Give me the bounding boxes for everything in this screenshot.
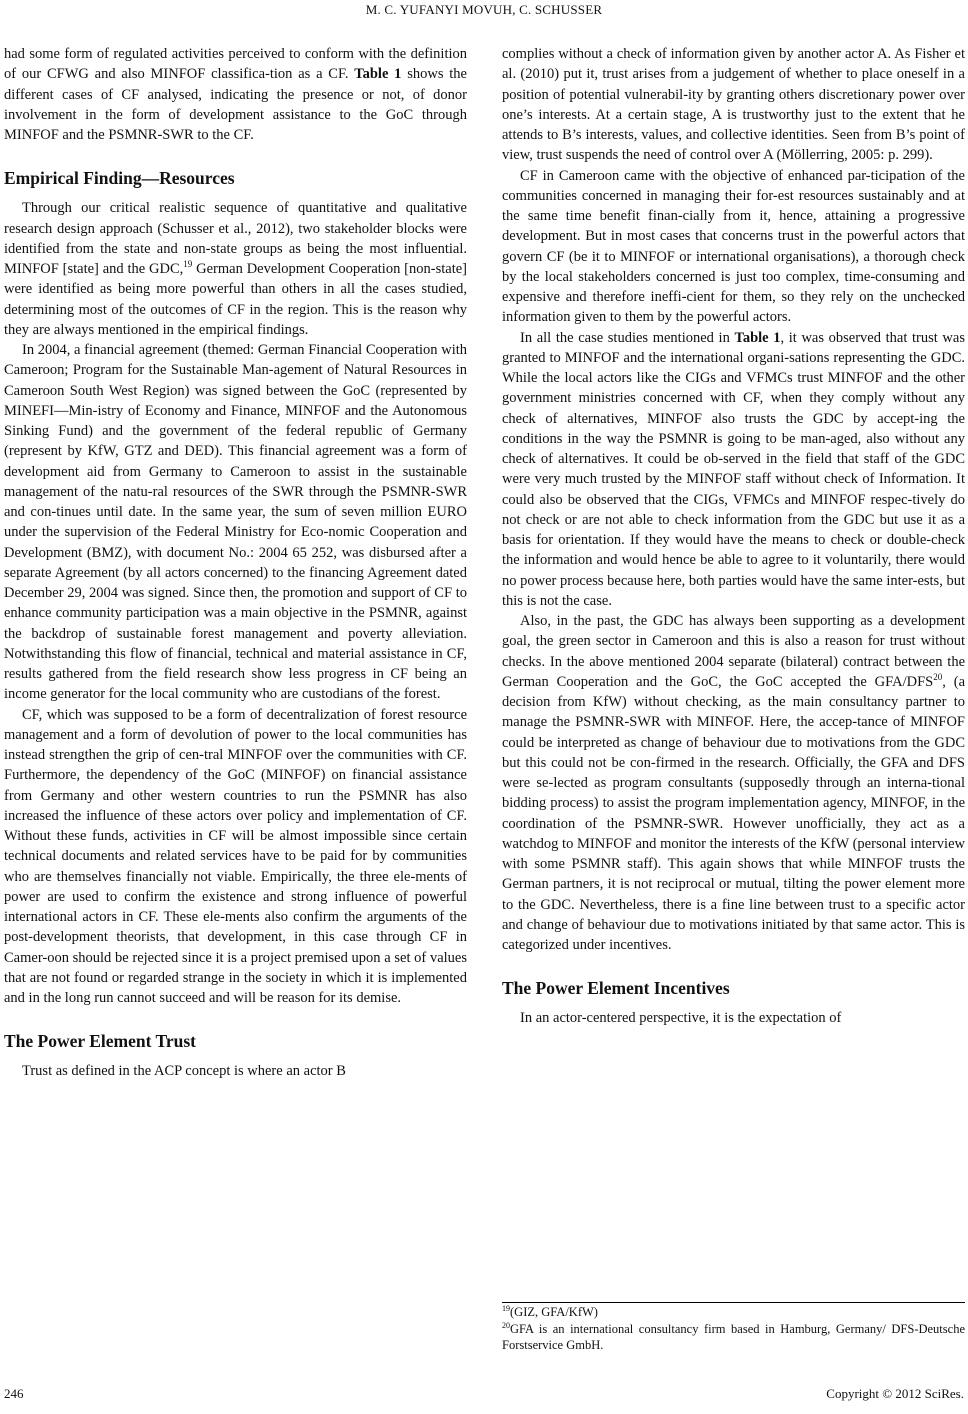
- paragraph: complies without a check of information given by another actor A. As Fisher et al. (2010) put it, trust arises from a judgement of whether to place oneself in a position of potential vulnerabil-ity by granting others discretionary power over one’s interests. At a certain stage, A is trustworthy just to the extent that he attends to B’s interests, values, and collective identities. Seen from B’s point of view, trust suspends the need of control over A (Möllerring, 2005: p. 299).: [502, 46, 965, 164]
- section-heading-incentives: The Power Element Incentives: [502, 978, 730, 999]
- paragraph: CF, which was supposed to be a form of decentralization of forest resource management and a form of devolution of power to the local communities has instead strengthen the grip of cen-tral MINFOF over the communities with CF. Furthermore, the dependency of the GoC (MINFOF) on financial assistance from Germany and other western countries to run the PSMNR has also increased the influence of these actors over policy and implementation of CF. Without these funds, activities in CF will be almost impossible since certain technical documents and related services have to be paid for by communities who are themselves financially not viable. Empirically, the three ele-ments of power are used to confirm the existence and strong influence of powerful international actors in CF. These ele-ments also confirm the arguments of the post-development theorists, that development, in this case through CF in Camer-oon should be rejected since it is a project premised upon a set of values that are not found or regarded strange in the society in which it is implemented and in the long run cannot succeed and will be reason for its demise.: [4, 706, 467, 1006]
- section-heading-resources: Empirical Finding—Resources: [4, 168, 235, 189]
- running-head: M. C. YUFANYI MOVUH, C. SCHUSSER: [365, 2, 603, 17]
- left-column: [4, 44, 467, 1082]
- paragraph: CF in Cameroon came with the objective of enhanced par-ticipation of the communities concerned in managing their for-est resources sustainably and at the same time benefit finan-cially from it, hence, attaining a progressive development. But in most cases that concerns trust in the powerful actors that govern CF (be it to MINFOF or international organisations), a thorough check by the local stakeholders concerned is just too complex, time-consuming and expensive and therefore ineffi-cient for them, so they rely on the unchecked information given to them by the powerful actors.: [502, 167, 965, 326]
- paragraph: In all the case studies mentioned in Table 1, it was observed that trust was granted to MINFOF and the international organi-sations representing the GDC. While the local actors like the CIGs and VFMCs trust MINFOF and the other government ministries concerned with CF, when they comply without any check of alternatives, MINFOF also trusts the GDC by accept-ing the conditions in the way the PSMNR is going to be man-aged, also without any check of alternatives. It could be ob-served in the field that staff of the GDC were very much trusted by the MINFOF staff without check of Information. It could also be observed that the CIGs, VFMCs and MINFOF respec-tively do not check or are not able to check information from the GDC but use it as a basis for orientation. If they would have the means to check or double-check the information and would hence be able to agree to it voluntarily, there would no power process because here, both parties would have the same inter-ests, but this is not the case.: [502, 329, 965, 609]
- paragraph: Trust as defined in the ACP concept is where an actor B: [22, 1063, 346, 1080]
- table-reference: Table 1: [354, 66, 402, 83]
- footnote-marker: 19: [183, 259, 193, 269]
- paragraph: Through our critical realistic sequence of quantitative and qualitative research design approach (Schusser et al., 2012), two stakeholder blocks were identified from the state and non-state groups as being the most influential. MINFOF [state] and the GDC,$^{19}$ German Development Cooperation [non-state] were identified as being more powerful than others in all the cases studied, determining most of the outcomes of CF in the region. This is the reason why they are always mentioned in the empirical findings.: [4, 200, 467, 338]
- footnote-marker: 20: [933, 671, 943, 682]
- footnote-19: $^{19}$(GIZ, GFA/KfW): [502, 1304, 598, 1319]
- copyright-notice: Copyright © 2012 SciRes.: [826, 1386, 964, 1401]
- footnote-20: $^{20}$GFA is an international consultancy firm based in Hamburg, Germany/ DFS-Deutsche Forstservice GmbH.: [502, 1320, 965, 1352]
- paragraph: In 2004, a financial agreement (themed: German Financial Cooperation with Cameroon; Program for the Sustainable Man-agement of Natural Resources in Cameroon South West Region) was signed between the GoC (represented by MINEFI—Min-istry of Economy and Finance, MINFOF and the Autonomous Sinking Fund) and the government of the federal republic of Germany (represent by KfW, GTZ and DED). This financial agreement was a form of development aid from Germany to Cameroon to assist in the sustainable management of the natu-ral resources of the SWR through the PSMNR-SWR and con-tinues until date. In the same year, the sum of seven million EURO under the supervision of the Federal Ministry for Eco-nomic Cooperation and Development (BMZ), with document No.: 2004 65 252, was disbursed after a separate Agreement (by all actors concerned) to the financing Agreement dated December 29, 2004 was signed. Since then, the promotion and support of CF to enhance community participation was a main objective in the PSMNR, against the backdrop of sustainable forest management and poverty alleviation. Notwithstanding this flow of financial, technical and material assistance in CF, results gathered from the field research show less progress in CF being an income generator for the local community who are custodians of the forest.: [4, 342, 467, 703]
- paragraph: In an actor-centered perspective, it is the expectation of: [520, 1010, 842, 1027]
- right-column: [502, 44, 965, 1029]
- page-number: 246: [4, 1386, 24, 1401]
- table-reference: Table 1: [734, 329, 781, 346]
- paragraph: had some form of regulated activities perceived to conform with the definition of our CFWG and also MINFOF classifica-tion as a CF. Table 1 shows the different cases of CF analysed, indicating the presence or not, of donor involvement in the form of development assistance to the GoC through MINFOF and the PSMNR-SWR to the CF.: [4, 46, 467, 143]
- footnotes: [502, 1302, 965, 1354]
- paragraph: Also, in the past, the GDC has always been supporting as a development goal, the green sector in Cameroon and this is also a reason for trust without checks. In the above mentioned 2004 separate (bilateral) contract between the German Cooperation and the GoC, the GoC accepted the GFA/DFS$^{20}$, (a decision from KfW) without checking, as the main consultancy partner to manage the PSMNR-SWR with MINFOF. Here, the accep-tance of MINFOF could be interpreted as change of behaviour due to motivations from the GDC but this could not be con-firmed in the research. Officially, the GFA and DFS were se-lected as program consultants (supposedly through an interna-tional bidding process) to assist the program implementation agency, MINFOF, in the coordination of the PSMNR-SWR. However unofficially, they act as a watchdog to MINFOF and monitor the interests of the KfW (personal interview with some PSMNR staff). This again shows that while MINFOF trusts the German partners, it is not reciprocal or mutual, tilting the power element more to the GDC. Nevertheless, there is a fine line between trust to a specific actor and change of behaviour due to motivations initiated by that same actor. This is categorized under incentives.: [502, 613, 966, 953]
- section-heading-trust: The Power Element Trust: [4, 1031, 196, 1052]
